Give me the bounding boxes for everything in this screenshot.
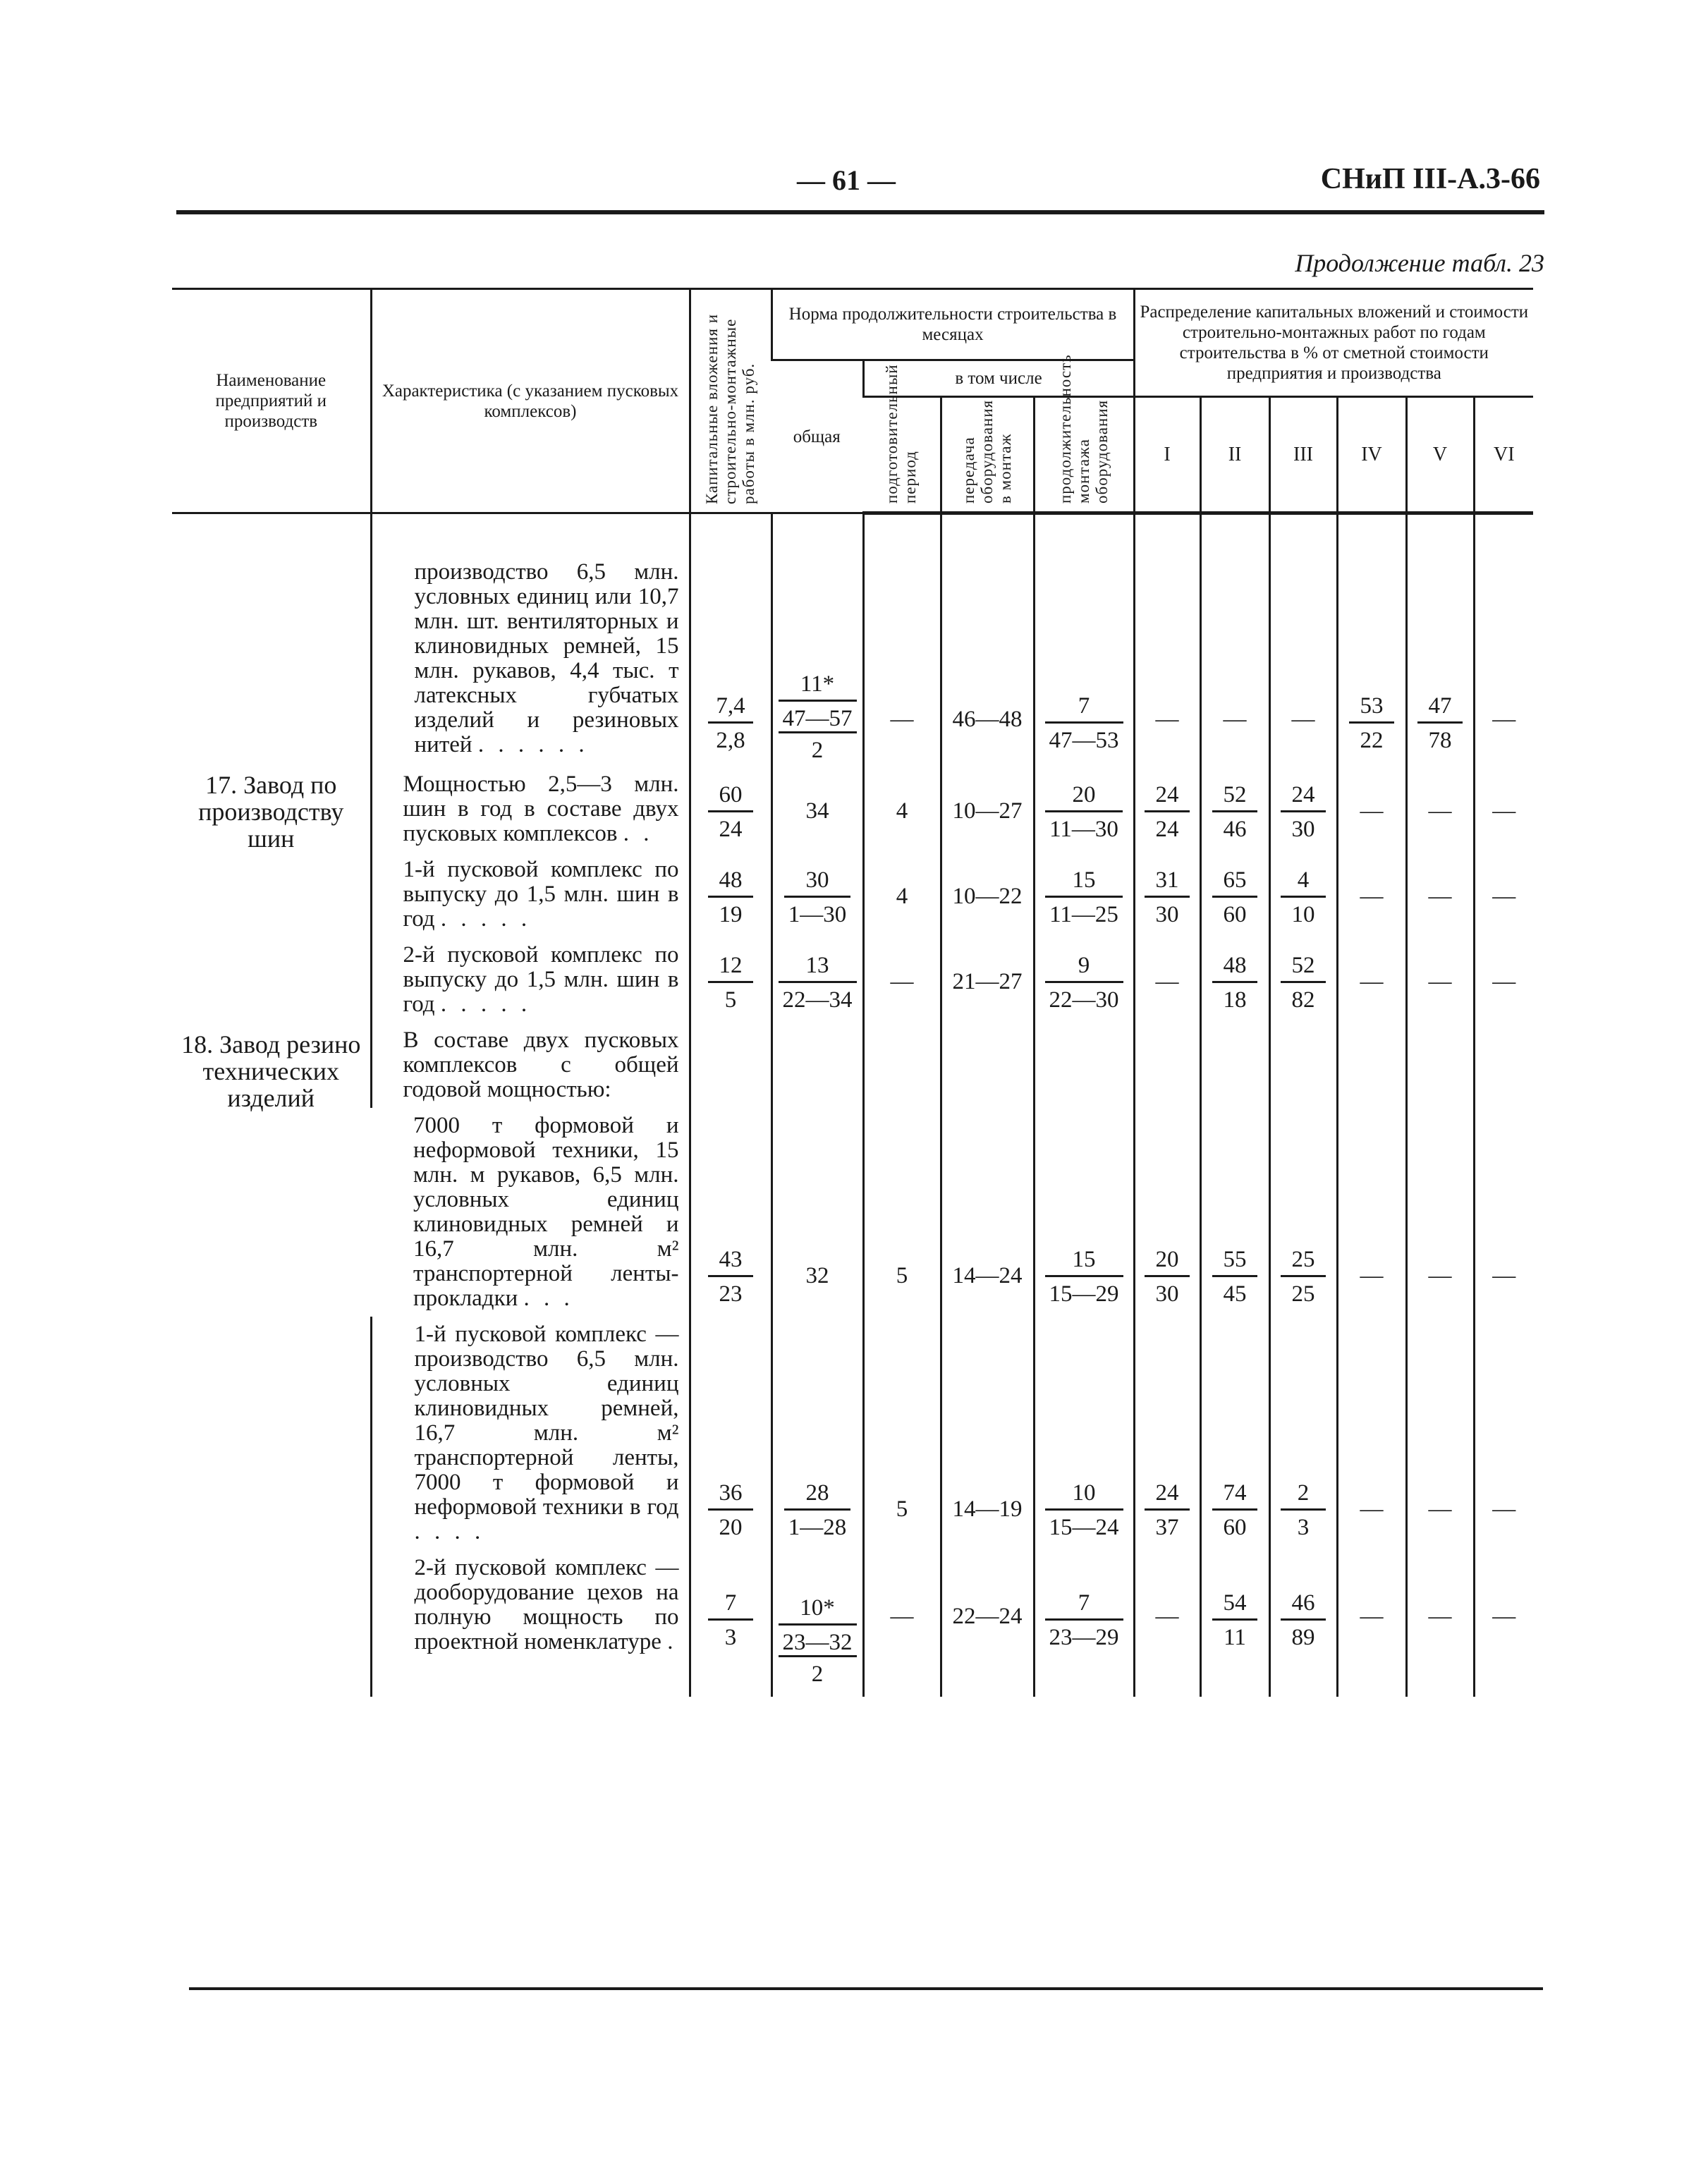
- table-spacer: [172, 513, 1533, 555]
- total-cell: 10* 23—32 2: [771, 1550, 863, 1697]
- norms-table: [172, 288, 1533, 1697]
- install-cell: $\frac{9}{22—30}$: [1034, 937, 1134, 1023]
- table-row: [172, 554, 1533, 763]
- col-header-year-2: II: [1200, 397, 1269, 513]
- year-5-cell: $\frac{47}{78}$: [1406, 554, 1474, 763]
- total-cell: $\frac{13}{22—34}$: [771, 937, 863, 1023]
- prep-cell: 5: [863, 1317, 941, 1550]
- install-cell: $\frac{20}{11—30}$: [1034, 763, 1134, 852]
- prep-cell: —: [863, 554, 941, 763]
- transfer-cell: 14—24: [941, 1108, 1034, 1317]
- year-6-cell: —: [1474, 1108, 1533, 1317]
- year-6-cell: —: [1474, 554, 1533, 763]
- total-cell: $\frac{30}{1—30}$: [771, 852, 863, 937]
- plant-name: 17. Завод по производству шин: [198, 771, 344, 853]
- header-rule: [176, 210, 1544, 214]
- capital-cell: $\frac{36}{20}$: [690, 1317, 771, 1550]
- prep-cell: —: [863, 937, 941, 1023]
- year-4-cell: —: [1337, 763, 1406, 852]
- col-header-year-5: V: [1406, 397, 1474, 513]
- year-2-cell: $\frac{54}{11}$: [1200, 1550, 1269, 1697]
- col-header-transfer: передача оборудования в монтаж: [941, 397, 1034, 513]
- plant-name: [172, 554, 371, 763]
- table-continuation-label: Продолжение табл. 23: [1295, 249, 1544, 277]
- table-row: [172, 1108, 1533, 1317]
- year-6-cell: —: [1474, 763, 1533, 852]
- install-cell: $\frac{10}{15—24}$: [1034, 1317, 1134, 1550]
- year-4-cell: —: [1337, 1550, 1406, 1697]
- year-3-cell: —: [1269, 554, 1337, 763]
- year-6-cell: —: [1474, 852, 1533, 937]
- col-header-install: продолжительность монтажа оборудования: [1034, 397, 1134, 513]
- col-header-distribution-group: Распределение капитальных вложений и стоимости строительно-монтажных работ по годам строительства в % от сметной стоимости предприятия и производства: [1134, 289, 1533, 397]
- table-row: [172, 1550, 1533, 1697]
- year-6-cell: —: [1474, 1317, 1533, 1550]
- year-2-cell: —: [1200, 554, 1269, 763]
- table-row: [172, 937, 1533, 1023]
- year-4-cell: —: [1337, 852, 1406, 937]
- prep-cell: 5: [863, 1108, 941, 1317]
- plant-name: [172, 1317, 371, 1550]
- total-cell: 34: [771, 763, 863, 852]
- prep-cell: —: [863, 1550, 941, 1697]
- capital-cell: $\frac{60}{24}$: [690, 763, 771, 852]
- total-cell: 11* 47—57 2: [771, 554, 863, 763]
- year-6-cell: —: [1474, 1550, 1533, 1697]
- year-2-cell: $\frac{48}{18}$: [1200, 937, 1269, 1023]
- table-row: [172, 852, 1533, 937]
- year-1-cell: $\frac{20}{30}$: [1134, 1108, 1200, 1317]
- plant-name: [172, 852, 371, 937]
- col-header-duration-group: Норма продолжительности строительства в месяцах: [771, 289, 1134, 360]
- row-characteristic: В составе двух пусковых комплексов с общей годовой мощностью:: [371, 1023, 690, 1108]
- capital-cell: $\frac{12}{5}$: [690, 937, 771, 1023]
- col-header-year-1: I: [1134, 397, 1200, 513]
- row-characteristic: производство 6,5 млн. условных единиц или 10,7 млн. шт. вентиляторных и клиновидных ремней, 15 млн. рукавов, 4,4 тыс. т латексных губчатых изделий и резиновых нитей . . . . . .: [371, 554, 690, 763]
- prep-cell: 4: [863, 763, 941, 852]
- capital-cell: $\frac{7,4}{2,8}$: [690, 554, 771, 763]
- year-3-cell: $\frac{46}{89}$: [1269, 1550, 1337, 1697]
- year-5-cell: —: [1406, 852, 1474, 937]
- year-1-cell: $\frac{24}{24}$: [1134, 763, 1200, 852]
- total-cell: 32: [771, 1108, 863, 1317]
- year-5-cell: —: [1406, 1108, 1474, 1317]
- row-characteristic: 2-й пусковой комплекс — дооборудование цехов на полную мощность по проектной номенклатуре .: [371, 1550, 690, 1697]
- page-number: — 61 —: [797, 164, 896, 196]
- col-header-name: Наименование предприятий и производств: [172, 289, 371, 513]
- year-5-cell: —: [1406, 1550, 1474, 1697]
- year-2-cell: $\frac{74}{60}$: [1200, 1317, 1269, 1550]
- transfer-cell: 21—27: [941, 937, 1034, 1023]
- install-cell: $\frac{15}{15—29}$: [1034, 1108, 1134, 1317]
- col-header-capital: Капитальные вложения и строительно-монтажные работы в млн. руб.: [690, 289, 771, 513]
- col-header-year-3: III: [1269, 397, 1337, 513]
- table-bottom-rule: [189, 1987, 1543, 1990]
- row-characteristic: Мощностью 2,5—3 млн. шин в год в составе двух пусковых комплексов . .: [371, 763, 690, 852]
- total-cell: $\frac{28}{1—28}$: [771, 1317, 863, 1550]
- year-3-cell: $\frac{2}{3}$: [1269, 1317, 1337, 1550]
- table-row: [172, 1317, 1533, 1550]
- transfer-cell: 10—22: [941, 852, 1034, 937]
- year-6-cell: —: [1474, 937, 1533, 1023]
- year-1-cell: —: [1134, 554, 1200, 763]
- year-3-cell: $\frac{24}{30}$: [1269, 763, 1337, 852]
- col-header-prep: подготовительный период: [863, 397, 941, 513]
- year-5-cell: —: [1406, 937, 1474, 1023]
- row-characteristic: 1-й пусковой комплекс — производство 6,5 млн. условных единиц клиновидных ремней, 16,7 млн. м² транспортерной ленты, 7000 т формовой и неформовой техники в год . . . .: [371, 1317, 690, 1550]
- year-4-cell: —: [1337, 937, 1406, 1023]
- year-1-cell: $\frac{31}{30}$: [1134, 852, 1200, 937]
- install-cell: $\frac{15}{11—25}$: [1034, 852, 1134, 937]
- year-1-cell: —: [1134, 937, 1200, 1023]
- year-3-cell: $\frac{4}{10}$: [1269, 852, 1337, 937]
- transfer-cell: 22—24: [941, 1550, 1034, 1697]
- col-header-total: общая: [771, 360, 863, 513]
- col-header-characteristic: Характеристика (с указанием пусковых комплексов): [371, 289, 690, 513]
- table-row: [172, 763, 1533, 852]
- year-3-cell: $\frac{52}{82}$: [1269, 937, 1337, 1023]
- install-cell: $\frac{7}{47—53}$: [1034, 554, 1134, 763]
- year-2-cell: $\frac{55}{45}$: [1200, 1108, 1269, 1317]
- year-2-cell: $\frac{65}{60}$: [1200, 852, 1269, 937]
- col-header-including: в том числе: [863, 360, 1134, 397]
- year-2-cell: $\frac{52}{46}$: [1200, 763, 1269, 852]
- capital-cell: $\frac{43}{23}$: [690, 1108, 771, 1317]
- year-4-cell: —: [1337, 1108, 1406, 1317]
- year-5-cell: —: [1406, 1317, 1474, 1550]
- prep-cell: 4: [863, 852, 941, 937]
- row-characteristic: 1-й пусковой комплекс по выпуску до 1,5 млн. шин в год . . . . .: [371, 852, 690, 937]
- plant-name: 18. Завод резино технических изделий: [181, 1030, 361, 1112]
- row-characteristic: 2-й пусковой комплекс по выпуску до 1,5 млн. шин в год . . . . .: [371, 937, 690, 1023]
- capital-cell: $\frac{7}{3}$: [690, 1550, 771, 1697]
- transfer-cell: 46—48: [941, 554, 1034, 763]
- plant-name: [172, 1550, 371, 1697]
- year-4-cell: $\frac{53}{22}$: [1337, 554, 1406, 763]
- col-header-year-6: VI: [1474, 397, 1533, 513]
- year-4-cell: —: [1337, 1317, 1406, 1550]
- year-1-cell: $\frac{24}{37}$: [1134, 1317, 1200, 1550]
- transfer-cell: 10—27: [941, 763, 1034, 852]
- capital-cell: $\frac{48}{19}$: [690, 852, 771, 937]
- table-row: [172, 1023, 1533, 1108]
- year-1-cell: —: [1134, 1550, 1200, 1697]
- transfer-cell: 14—19: [941, 1317, 1034, 1550]
- install-cell: $\frac{7}{23—29}$: [1034, 1550, 1134, 1697]
- year-3-cell: $\frac{25}{25}$: [1269, 1108, 1337, 1317]
- document-code: СНиП III-А.3-66: [1320, 163, 1540, 195]
- row-characteristic: 7000 т формовой и неформовой техники, 15 млн. м рукавов, 6,5 млн. условных единиц клиновидных ремней и 16,7 млн. м² транспортерной ленты-прокладки . . .: [413, 1113, 679, 1311]
- col-header-year-4: IV: [1337, 397, 1406, 513]
- year-5-cell: —: [1406, 763, 1474, 852]
- plant-name: [172, 937, 371, 1023]
